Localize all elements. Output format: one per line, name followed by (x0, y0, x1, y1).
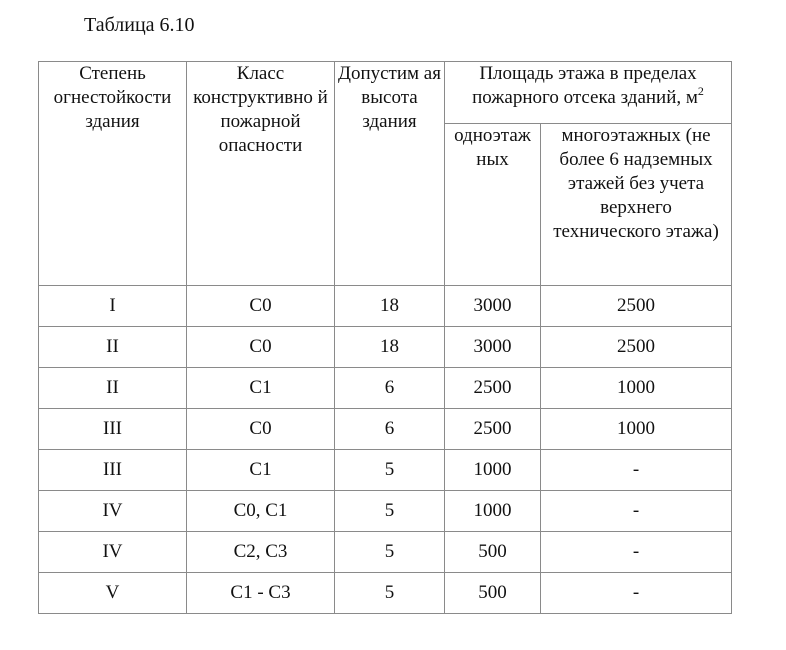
cell-single: 500 (445, 573, 541, 614)
cell-degree: IV (39, 491, 187, 532)
table-row (39, 409, 732, 450)
cell-class: С1 (187, 368, 335, 409)
cell-degree: III (39, 409, 187, 450)
cell-multi: - (541, 573, 732, 614)
cell-multi: 1000 (541, 368, 732, 409)
fire-safety-table (38, 61, 732, 614)
cell-single: 3000 (445, 286, 541, 327)
cell-height: 5 (335, 450, 445, 491)
table-caption: Таблица 6.10 (84, 14, 195, 36)
header-area-group (445, 62, 732, 124)
cell-height: 5 (335, 573, 445, 614)
header-area-group-text: Площадь этажа в пределах пожарного отсека зданий, м (472, 63, 698, 108)
cell-height: 6 (335, 368, 445, 409)
cell-degree: V (39, 573, 187, 614)
cell-single: 1000 (445, 450, 541, 491)
cell-height: 5 (335, 491, 445, 532)
cell-single: 2500 (445, 409, 541, 450)
cell-class: С0 (187, 327, 335, 368)
cell-single: 2500 (445, 368, 541, 409)
cell-multi: - (541, 450, 732, 491)
cell-class: С1 (187, 450, 335, 491)
area-unit-exponent: 2 (697, 84, 704, 98)
cell-single: 1000 (445, 491, 541, 532)
cell-multi: - (541, 532, 732, 573)
header-allowed-height: Допустим ая высота здания (335, 62, 445, 286)
cell-degree: II (39, 327, 187, 368)
header-multi-storey: многоэтажных (не более 6 надземных этажей без учета верхнего технического этажа) (541, 123, 732, 285)
table-body (39, 62, 732, 614)
cell-height: 5 (335, 532, 445, 573)
cell-height: 6 (335, 409, 445, 450)
header-row (39, 62, 732, 124)
cell-multi: 2500 (541, 327, 732, 368)
table-row (39, 286, 732, 327)
cell-class: С0 (187, 286, 335, 327)
cell-degree: I (39, 286, 187, 327)
table-row (39, 573, 732, 614)
table-row (39, 368, 732, 409)
header-single-storey: одноэтаж ных (445, 123, 541, 285)
cell-class: С2, С3 (187, 532, 335, 573)
table-row (39, 327, 732, 368)
cell-height: 18 (335, 327, 445, 368)
cell-class: С0, С1 (187, 491, 335, 532)
cell-degree: IV (39, 532, 187, 573)
cell-multi: - (541, 491, 732, 532)
cell-degree: II (39, 368, 187, 409)
cell-single: 3000 (445, 327, 541, 368)
table-row (39, 450, 732, 491)
cell-multi: 2500 (541, 286, 732, 327)
cell-height: 18 (335, 286, 445, 327)
table-row (39, 491, 732, 532)
cell-class: С1 - С3 (187, 573, 335, 614)
cell-degree: III (39, 450, 187, 491)
header-fire-resistance: Степень огнестойкости здания (39, 62, 187, 286)
table-row (39, 532, 732, 573)
cell-class: С0 (187, 409, 335, 450)
header-structural-class: Класс конструктивно й пожарной опасности (187, 62, 335, 286)
cell-single: 500 (445, 532, 541, 573)
cell-multi: 1000 (541, 409, 732, 450)
